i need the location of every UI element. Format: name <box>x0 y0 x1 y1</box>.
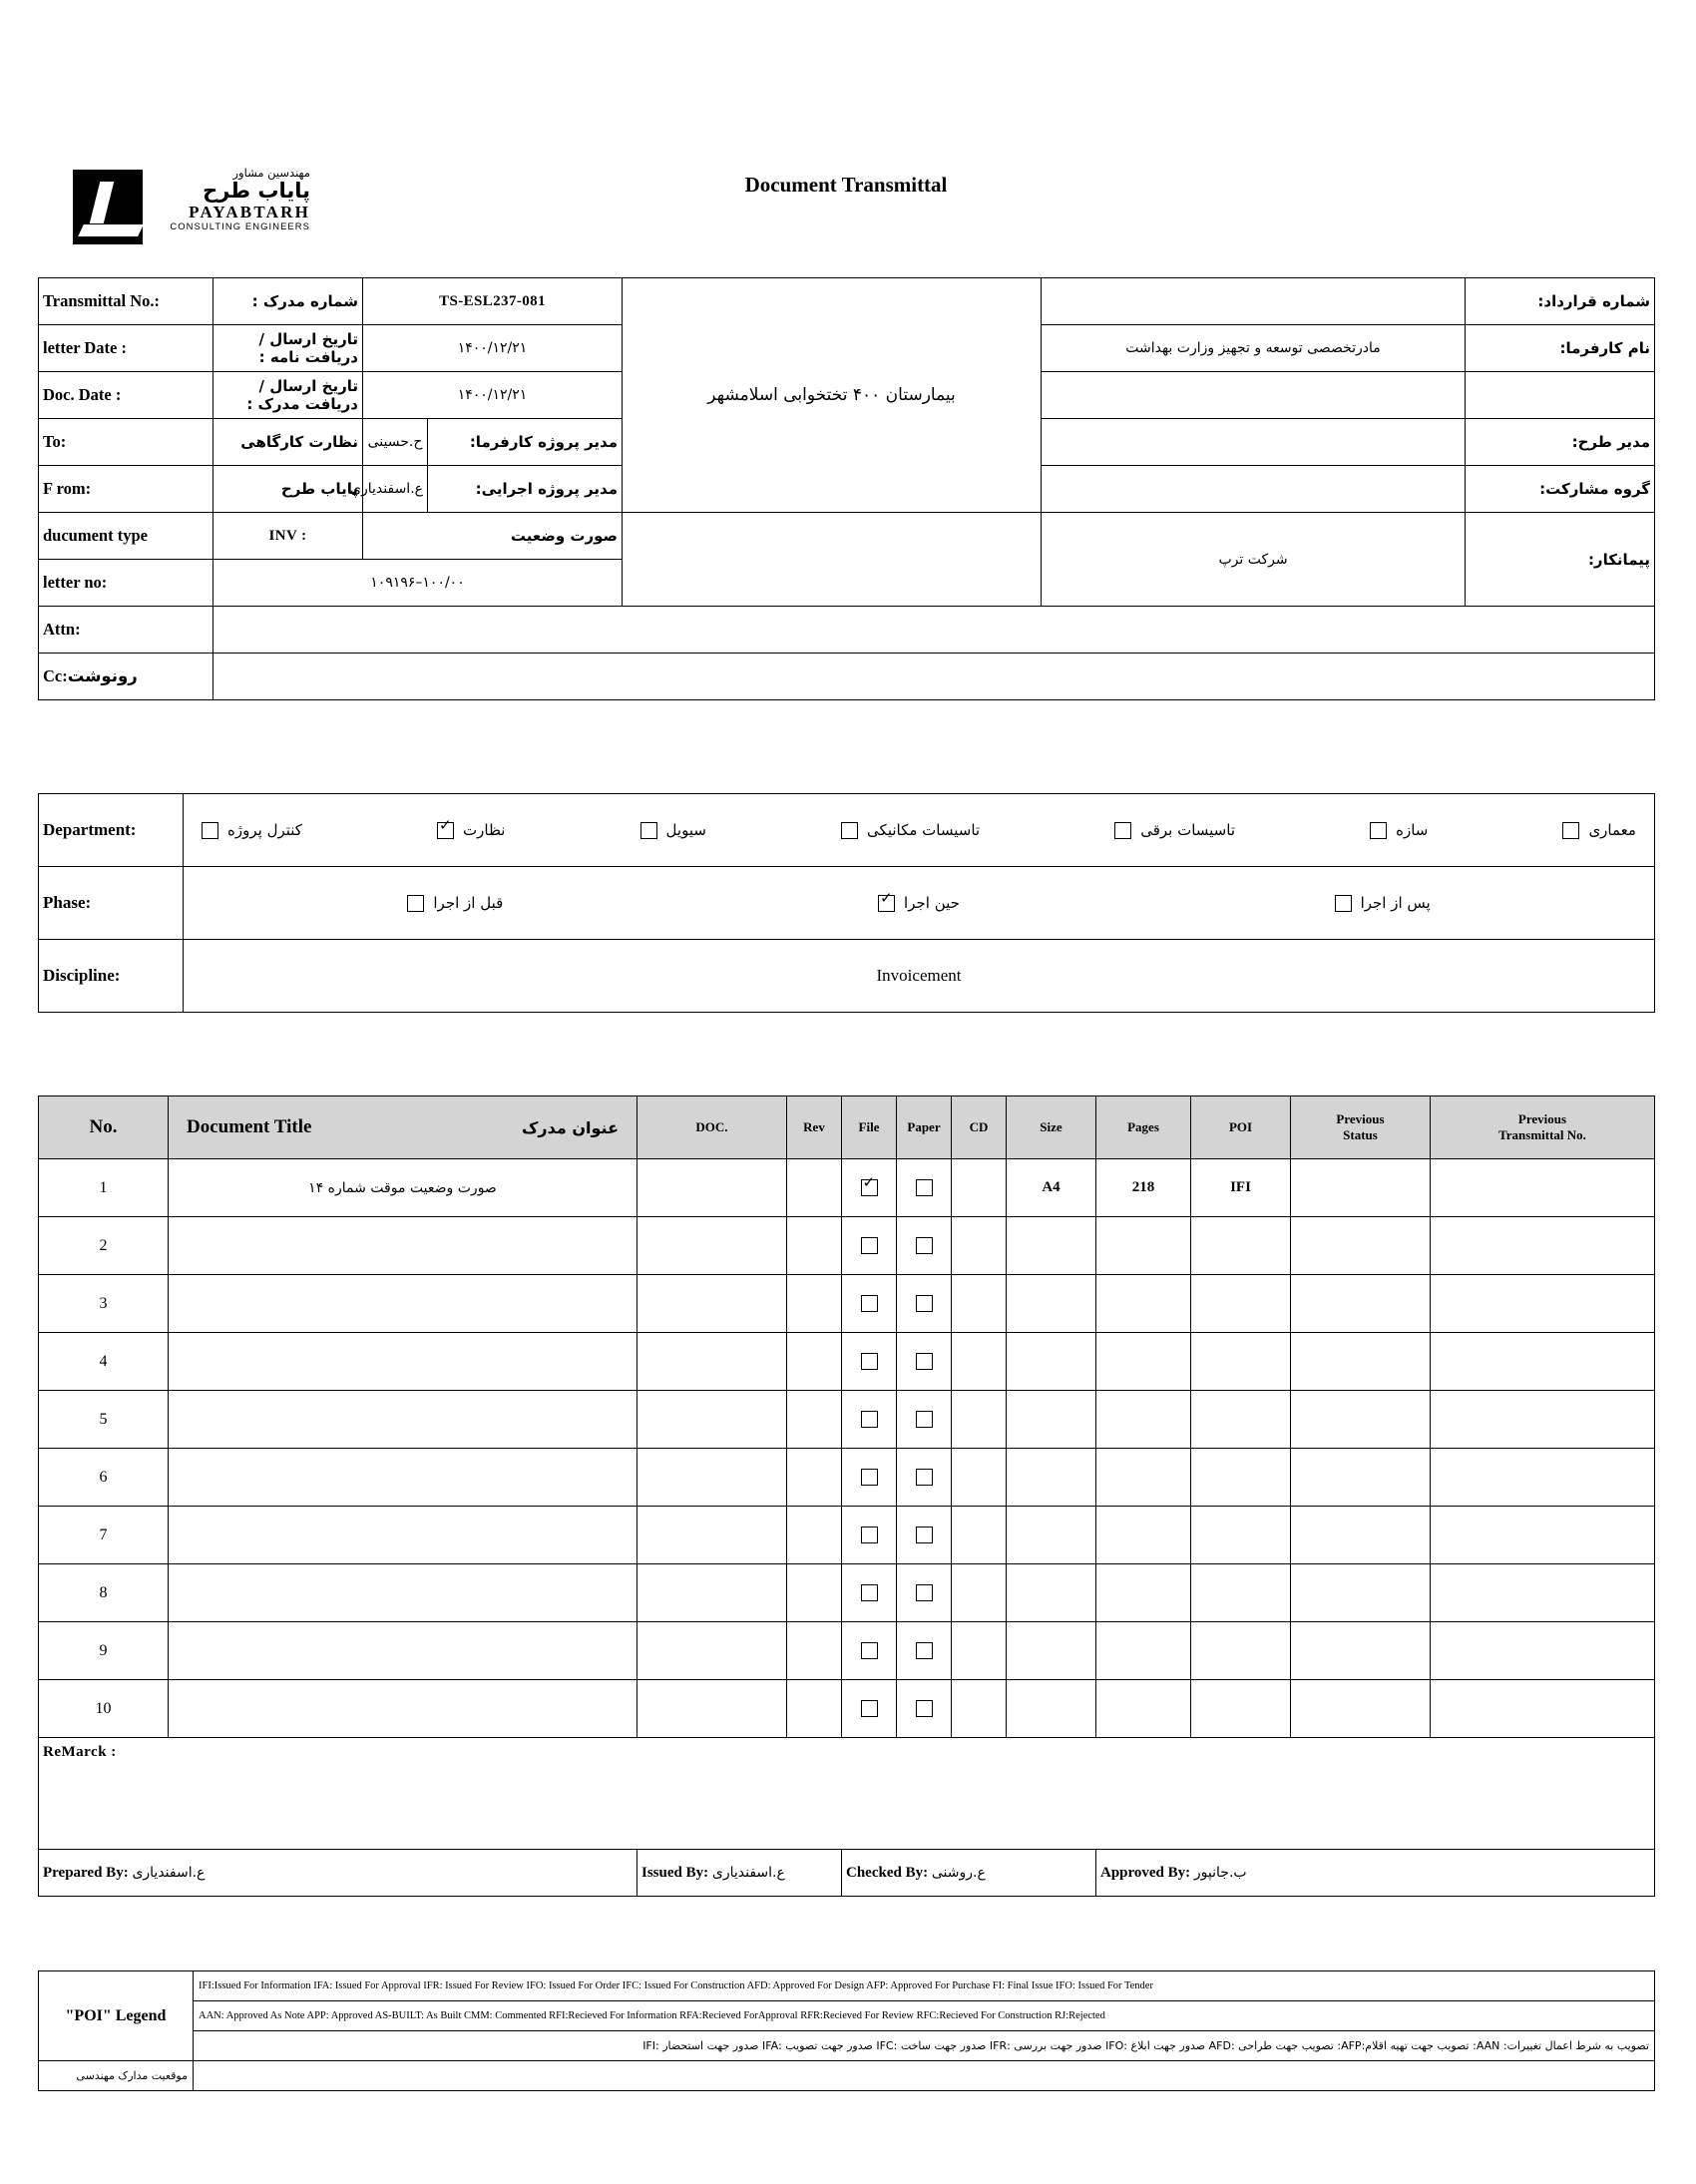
cell-poi <box>1191 1449 1291 1507</box>
value-to-org: نظارت کارگاهی <box>213 419 363 466</box>
cell-pages <box>1096 1449 1191 1507</box>
cell-cd <box>952 1680 1007 1738</box>
checkbox-paper[interactable] <box>916 1642 933 1659</box>
documents-header-row <box>39 1096 1655 1159</box>
col-previous-status-line1: Previous <box>1336 1111 1385 1126</box>
cell-size <box>1007 1391 1096 1449</box>
cell-poi <box>1191 1564 1291 1622</box>
label-transmittal-no: Transmittal No.: <box>39 278 213 325</box>
phase-option-after-execution[interactable] <box>1150 894 1614 912</box>
checkbox-file[interactable] <box>861 1237 878 1254</box>
cell-poi <box>1191 1333 1291 1391</box>
checkbox-paper[interactable] <box>916 1469 933 1486</box>
cell-no: 8 <box>39 1564 169 1622</box>
value-contractor: شرکت ترپ <box>1042 513 1466 607</box>
table-row <box>39 1333 1655 1391</box>
cell-file[interactable] <box>842 1680 897 1738</box>
cell-title <box>169 1391 637 1449</box>
signature-row <box>39 1850 1655 1897</box>
cell-pages <box>1096 1564 1191 1622</box>
checkbox-paper[interactable] <box>916 1353 933 1370</box>
info-row-cc <box>39 654 1655 700</box>
value-employer-name: مادرتخصصی توسعه و تجهیز وزارت بهداشت <box>1042 325 1466 372</box>
cell-size: A4 <box>1007 1159 1096 1217</box>
col-paper: Paper <box>897 1096 952 1159</box>
cell-pages <box>1096 1333 1191 1391</box>
cell-prev-transmittal <box>1431 1275 1655 1333</box>
cell-no: 10 <box>39 1680 169 1738</box>
cell-rev <box>787 1680 842 1738</box>
table-row <box>39 1159 1655 1217</box>
cell-paper[interactable] <box>897 1217 952 1275</box>
checkbox-file[interactable] <box>861 1295 878 1312</box>
transmittal-info-table <box>38 277 1655 700</box>
department-option-electrical[interactable] <box>1114 821 1235 839</box>
info-row-attn <box>39 607 1655 654</box>
project-name: بیمارستان ۴۰۰ تختخوابی اسلامشهر <box>623 278 1042 513</box>
value-to-person: ح.حسینی <box>363 419 428 466</box>
label-transmittal-no-fa: شماره مدرک : <box>213 278 363 325</box>
cell-cd <box>952 1333 1007 1391</box>
label-contract-no: شماره قرارداد: <box>1466 278 1655 325</box>
col-cd: CD <box>952 1096 1007 1159</box>
checkbox-file[interactable] <box>861 1642 878 1659</box>
logo-text <box>151 167 310 232</box>
label-doc-date: Doc. Date : <box>39 372 213 419</box>
cell-title <box>169 1622 637 1680</box>
label-prepared-by: Prepared By: <box>43 1864 129 1881</box>
label-design-manager: مدیر طرح: <box>1466 419 1655 466</box>
department-label-mechanical: تاسیسات مکانیکی <box>867 821 981 839</box>
cell-prev-status <box>1291 1391 1431 1449</box>
label-contractor: پیمانکار: <box>1466 513 1655 607</box>
col-document-title-en: Document Title <box>187 1116 312 1137</box>
cell-rev <box>787 1159 842 1217</box>
department-option-supervision[interactable] <box>437 821 505 839</box>
cell-size <box>1007 1507 1096 1564</box>
cell-paper[interactable] <box>897 1564 952 1622</box>
cell-size <box>1007 1275 1096 1333</box>
cell-title <box>169 1217 637 1275</box>
cell-size <box>1007 1564 1096 1622</box>
cell-prev-transmittal <box>1431 1217 1655 1275</box>
col-document-title <box>169 1096 637 1159</box>
cell-prev-status <box>1291 1680 1431 1738</box>
value-letter-no: ۱۰۰/۰۰–۱۰۹۱۹۶ <box>213 560 623 607</box>
department-option-project-control[interactable] <box>202 821 302 839</box>
table-row <box>39 1622 1655 1680</box>
cell-file[interactable] <box>842 1159 897 1217</box>
cell-no: 6 <box>39 1449 169 1507</box>
checkbox-file[interactable] <box>861 1584 878 1601</box>
value-attn <box>213 607 1655 654</box>
checkbox-file[interactable] <box>861 1527 878 1543</box>
label-checked-by: Checked By: <box>846 1864 929 1881</box>
cell-poi: IFI <box>1191 1159 1291 1217</box>
cell-paper[interactable] <box>897 1449 952 1507</box>
signature-prepared-by <box>39 1850 637 1897</box>
signature-checked-by <box>842 1850 1096 1897</box>
label-cc-en: Cc: <box>43 666 68 685</box>
cell-prev-transmittal <box>1431 1159 1655 1217</box>
cell-prev-transmittal <box>1431 1680 1655 1738</box>
legend-title: "POI" Legend <box>39 1971 194 2061</box>
cell-no: 4 <box>39 1333 169 1391</box>
legend-line-3: تصویب به شرط اعمال تغییرات: AAN: تصویب جهت تهیه اقلام:AFP: تصویب جهت طراحی :AFD صدور جهت ابلاغ :IFO صدور جهت بررسی :IFR صدور جهت ساخت :IFC صدور جهت تصویب :IFA صدور جهت استحضار :IFI <box>194 2031 1655 2061</box>
cell-title <box>169 1680 637 1738</box>
cell-size <box>1007 1680 1096 1738</box>
legend-line-4-spacer <box>194 2061 1655 2091</box>
col-previous-transmittal-no <box>1431 1096 1655 1159</box>
remark-label: ReMarck : <box>43 1744 117 1760</box>
logo-fa-big: پایاب طرح <box>203 178 310 203</box>
label-document-type: ducument type <box>39 513 213 560</box>
remark-row <box>39 1738 1655 1850</box>
company-logo <box>73 165 312 254</box>
label-issued-by: Issued By: <box>641 1864 709 1881</box>
legend-line-2: AAN: Approved As Note APP: Approved AS-BUILT: As Built CMM: Commented RFI:Recieved For Information RFA:Recieved ForApproval RFR:Recieved For Review RFC:Recieved For Construction RJ:Rejected <box>194 2001 1655 2031</box>
info-row-transmittal-no <box>39 278 1655 325</box>
cell-poi <box>1191 1622 1291 1680</box>
legend-row-2 <box>39 2001 1655 2031</box>
col-rev: Rev <box>787 1096 842 1159</box>
label-cc-fa: رونوشت <box>67 666 138 685</box>
checkbox-after-execution[interactable] <box>1335 895 1352 912</box>
cell-prev-status <box>1291 1449 1431 1507</box>
discipline-row <box>39 940 1655 1013</box>
cell-pages <box>1096 1680 1191 1738</box>
checkbox-file[interactable] <box>861 1469 878 1486</box>
cell-rev <box>787 1275 842 1333</box>
col-doc: DOC. <box>637 1096 787 1159</box>
cell-paper[interactable] <box>897 1680 952 1738</box>
cell-no: 9 <box>39 1622 169 1680</box>
cell-poi <box>1191 1507 1291 1564</box>
legend-row-1 <box>39 1971 1655 2001</box>
cell-pages <box>1096 1507 1191 1564</box>
department-row <box>39 794 1655 867</box>
cell-prev-status <box>1291 1622 1431 1680</box>
cell-file[interactable] <box>842 1564 897 1622</box>
cell-cd <box>952 1622 1007 1680</box>
cell-pages <box>1096 1275 1191 1333</box>
cell-poi <box>1191 1217 1291 1275</box>
checkbox-civil[interactable] <box>640 822 657 839</box>
cell-file[interactable] <box>842 1275 897 1333</box>
department-label-structure: سازه <box>1396 821 1429 839</box>
value-document-type-code: INV : <box>213 513 363 560</box>
cell-file[interactable] <box>842 1391 897 1449</box>
cell-paper[interactable] <box>897 1275 952 1333</box>
col-no: No. <box>39 1096 169 1159</box>
value-doc-date: ۱۴۰۰/۱۲/۲۱ <box>363 372 623 419</box>
table-row <box>39 1275 1655 1333</box>
table-row <box>39 1507 1655 1564</box>
cell-cd <box>952 1564 1007 1622</box>
table-row <box>39 1564 1655 1622</box>
phase-label-after-execution: پس از اجرا <box>1360 894 1431 912</box>
value-checked-by: ع.روشنی <box>931 1864 986 1881</box>
department-label-supervision: نظارت <box>463 821 506 839</box>
cell-size <box>1007 1449 1096 1507</box>
cell-no: 2 <box>39 1217 169 1275</box>
cell-prev-transmittal <box>1431 1391 1655 1449</box>
cell-rev <box>787 1564 842 1622</box>
cell-paper[interactable] <box>897 1507 952 1564</box>
cell-cd <box>952 1507 1007 1564</box>
cell-doc <box>637 1391 787 1449</box>
checkbox-file[interactable] <box>861 1179 878 1196</box>
cell-pages: 218 <box>1096 1159 1191 1217</box>
phase-option-during-execution[interactable] <box>687 894 1151 912</box>
checkbox-structure[interactable] <box>1370 822 1387 839</box>
cell-file[interactable] <box>842 1217 897 1275</box>
checkbox-paper[interactable] <box>916 1700 933 1717</box>
col-previous-transmittal-line2: Transmittal No. <box>1498 1127 1586 1142</box>
cell-rev <box>787 1217 842 1275</box>
table-row <box>39 1680 1655 1738</box>
cell-paper[interactable] <box>897 1391 952 1449</box>
value-transmittal-no: TS-ESL237-081 <box>363 278 623 325</box>
value-issued-by: ع.اسفندیاری <box>711 1864 785 1881</box>
label-cc <box>39 654 213 700</box>
phase-label-before-execution: قبل از اجرا <box>433 894 504 912</box>
cell-doc <box>637 1449 787 1507</box>
label-employer-name: نام کارفرما: <box>1466 325 1655 372</box>
documents-table <box>38 1095 1655 1897</box>
cell-pages <box>1096 1217 1191 1275</box>
cell-prev-status <box>1291 1159 1431 1217</box>
cell-prev-transmittal <box>1431 1449 1655 1507</box>
cell-title <box>169 1449 637 1507</box>
cell-title <box>169 1333 637 1391</box>
value-from-person: ع.اسفندیاری <box>363 466 428 513</box>
legend-row-4 <box>39 2061 1655 2091</box>
cell-doc <box>637 1275 787 1333</box>
value-approved-by: ب.جانپور <box>1193 1864 1247 1881</box>
checkbox-supervision[interactable] <box>437 822 454 839</box>
label-employer-project-manager: مدیر پروژه کارفرما: <box>428 419 623 466</box>
page-title: Document Transmittal <box>744 173 948 197</box>
cell-doc <box>637 1217 787 1275</box>
label-row3-right <box>1466 372 1655 419</box>
cell-doc <box>637 1564 787 1622</box>
phase-label-during-execution: حین اجرا <box>904 894 960 912</box>
poi-legend-table <box>38 1970 1655 2091</box>
cell-paper[interactable] <box>897 1622 952 1680</box>
cell-doc <box>637 1680 787 1738</box>
value-document-type-fa: صورت وضعیت <box>363 513 623 560</box>
label-from: F rom: <box>39 466 213 513</box>
value-joint-venture <box>1042 466 1466 513</box>
label-phase: Phase: <box>39 867 184 940</box>
table-row <box>39 1449 1655 1507</box>
cell-file[interactable] <box>842 1449 897 1507</box>
cell-file[interactable] <box>842 1507 897 1564</box>
cell-poi <box>1191 1391 1291 1449</box>
cell-rev <box>787 1449 842 1507</box>
cell-rev <box>787 1391 842 1449</box>
label-discipline: Discipline: <box>39 940 184 1013</box>
cell-paper[interactable] <box>897 1159 952 1217</box>
value-row3-right <box>1042 372 1466 419</box>
checkbox-project-control[interactable] <box>202 822 218 839</box>
cell-cd <box>952 1391 1007 1449</box>
department-label-electrical: تاسیسات برقی <box>1140 821 1235 839</box>
col-size: Size <box>1007 1096 1096 1159</box>
checkbox-file[interactable] <box>861 1411 878 1428</box>
cell-prev-transmittal <box>1431 1622 1655 1680</box>
logo-fa-small: مهندسین مشاور <box>232 166 310 180</box>
checkbox-before-execution[interactable] <box>407 895 424 912</box>
department-option-mechanical[interactable] <box>841 821 980 839</box>
value-from-org: پایاب طرح <box>213 466 363 513</box>
cell-cd <box>952 1217 1007 1275</box>
remark-cell[interactable] <box>39 1738 1655 1850</box>
legend-row-3 <box>39 2031 1655 2061</box>
col-file: File <box>842 1096 897 1159</box>
cell-no: 7 <box>39 1507 169 1564</box>
value-prepared-by: ع.اسفندیاری <box>132 1864 206 1881</box>
cell-prev-status <box>1291 1275 1431 1333</box>
department-option-civil[interactable] <box>640 821 706 839</box>
signature-issued-by <box>637 1850 842 1897</box>
cell-rev <box>787 1507 842 1564</box>
cell-file[interactable] <box>842 1333 897 1391</box>
cell-prev-transmittal <box>1431 1507 1655 1564</box>
label-department: Department: <box>39 794 184 867</box>
label-letter-date: letter Date : <box>39 325 213 372</box>
checkbox-paper[interactable] <box>916 1584 933 1601</box>
checkbox-paper[interactable] <box>916 1237 933 1254</box>
cell-prev-status <box>1291 1564 1431 1622</box>
cell-title <box>169 1564 637 1622</box>
cell-file[interactable] <box>842 1622 897 1680</box>
logo-en-big: PAYABTARH <box>189 203 310 222</box>
label-joint-venture: گروه مشارکت: <box>1466 466 1655 513</box>
phase-options <box>184 867 1655 940</box>
department-option-architecture[interactable] <box>1562 821 1636 839</box>
value-cc <box>213 654 1655 700</box>
cell-cd <box>952 1159 1007 1217</box>
col-previous-transmittal-line1: Previous <box>1517 1111 1567 1126</box>
checkbox-mechanical[interactable] <box>841 822 858 839</box>
cell-pages <box>1096 1391 1191 1449</box>
signature-approved-by <box>1096 1850 1655 1897</box>
checkbox-during-execution[interactable] <box>878 895 895 912</box>
cell-no: 3 <box>39 1275 169 1333</box>
cell-prev-transmittal <box>1431 1564 1655 1622</box>
cell-title: صورت وضعیت موقت شماره ۱۴ <box>169 1159 637 1217</box>
cell-no: 1 <box>39 1159 169 1217</box>
cell-doc <box>637 1507 787 1564</box>
label-approved-by: Approved By: <box>1100 1864 1191 1881</box>
classification-table <box>38 793 1655 1013</box>
legend-line-4: موقعیت مدارک مهندسی <box>39 2061 194 2091</box>
department-label-civil: سیویل <box>665 821 706 839</box>
checkbox-electrical[interactable] <box>1114 822 1131 839</box>
phase-option-before-execution[interactable] <box>223 894 687 912</box>
cell-rev <box>787 1333 842 1391</box>
col-pages: Pages <box>1096 1096 1191 1159</box>
cell-size <box>1007 1217 1096 1275</box>
cell-paper[interactable] <box>897 1333 952 1391</box>
cell-prev-status <box>1291 1217 1431 1275</box>
cell-prev-transmittal <box>1431 1333 1655 1391</box>
label-to: To: <box>39 419 213 466</box>
cell-rev <box>787 1622 842 1680</box>
logo-mark-icon <box>73 170 143 244</box>
value-discipline: Invoicement <box>184 940 1655 1013</box>
label-doc-date-fa: تاریخ ارسال /دریافت مدرک : <box>213 372 363 419</box>
logo-en-small: CONSULTING ENGINEERS <box>170 220 310 232</box>
value-letter-date: ۱۴۰۰/۱۲/۲۱ <box>363 325 623 372</box>
cell-cd <box>952 1449 1007 1507</box>
label-execution-project-manager: مدیر پروژه اجرایی: <box>428 466 623 513</box>
department-label-architecture: معماری <box>1588 821 1636 839</box>
value-design-manager <box>1042 419 1466 466</box>
cell-poi <box>1191 1275 1291 1333</box>
label-attn: Attn: <box>39 607 213 654</box>
department-option-structure[interactable] <box>1370 821 1428 839</box>
col-document-title-fa: عنوان مدرک <box>522 1117 619 1137</box>
phase-row <box>39 867 1655 940</box>
checkbox-file[interactable] <box>861 1353 878 1370</box>
cell-doc <box>637 1622 787 1680</box>
col-previous-status <box>1291 1096 1431 1159</box>
cell-prev-status <box>1291 1507 1431 1564</box>
checkbox-paper[interactable] <box>916 1179 933 1196</box>
cell-doc <box>637 1333 787 1391</box>
table-row <box>39 1217 1655 1275</box>
label-letter-date-fa: تاریخ ارسال /دریافت نامه : <box>213 325 363 372</box>
checkbox-paper[interactable] <box>916 1527 933 1543</box>
department-label-project-control: کنترل پروژه <box>227 821 302 839</box>
legend-line-1: IFI:Issued For Information IFA: Issued For Approval IFR: Issued For Review IFO: Issued For Order IFC: Issued For Construction AFD: Approved For Design AFP: Approved For Purchase FI: Final Issue IFO: Issued For Tender <box>194 1971 1655 2001</box>
value-contract-no <box>1042 278 1466 325</box>
cell-title <box>169 1275 637 1333</box>
col-poi: POI <box>1191 1096 1291 1159</box>
cell-prev-status <box>1291 1333 1431 1391</box>
cell-cd <box>952 1275 1007 1333</box>
checkbox-paper[interactable] <box>916 1411 933 1428</box>
table-row <box>39 1391 1655 1449</box>
info-row-document-type <box>39 513 1655 560</box>
page-header <box>38 155 1654 254</box>
blank-cell-mid <box>623 513 1042 607</box>
cell-no: 5 <box>39 1391 169 1449</box>
cell-poi <box>1191 1680 1291 1738</box>
department-options <box>184 794 1655 867</box>
checkbox-architecture[interactable] <box>1562 822 1579 839</box>
cell-size <box>1007 1333 1096 1391</box>
cell-size <box>1007 1622 1096 1680</box>
cell-doc <box>637 1159 787 1217</box>
checkbox-file[interactable] <box>861 1700 878 1717</box>
label-letter-no: letter no: <box>39 560 213 607</box>
cell-title <box>169 1507 637 1564</box>
cell-pages <box>1096 1622 1191 1680</box>
checkbox-paper[interactable] <box>916 1295 933 1312</box>
col-previous-status-line2: Status <box>1343 1127 1378 1142</box>
